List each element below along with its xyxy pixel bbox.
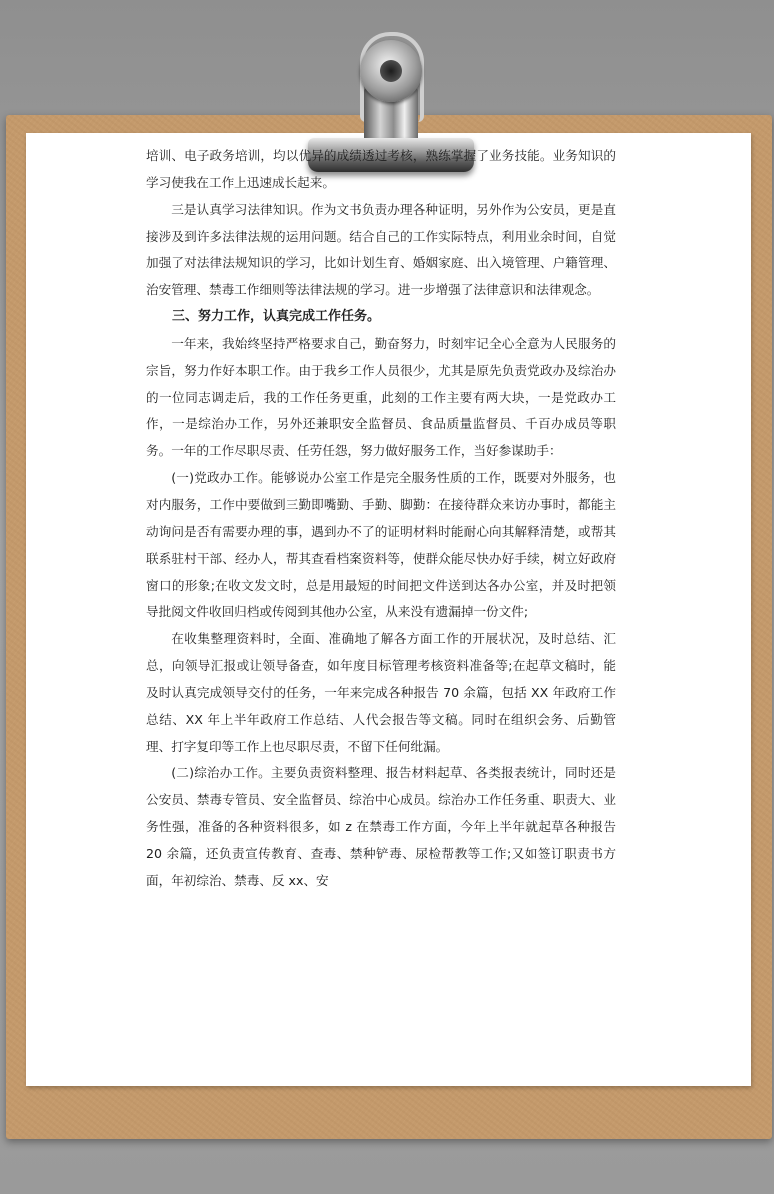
paragraph: 三是认真学习法律知识。作为文书负责办理各种证明，另外作为公安员，更是直接涉及到许多法律法规的运用问题。结合自己的工作实际特点，利用业余时间，自觉加强了对法律法规知识的学习，比如计划生育、婚姻家庭、出入境管理、户籍管理、治安管理、禁毒工作细则等法律法规的学习。进一步增强了法律意识和法律观念。 (146, 201, 616, 298)
paragraph: 在收集整理资料时，全面、准确地了解各方面工作的开展状况，及时总结、汇总，向领导汇报或让领导备查，如年度目标管理考核资料准备等;在起草文稿时，能及时认真完成领导交付的任务，一年来完成各种报告 70 余篇，包括 XX 年政府工作总结、XX 年上半年政府工作总结、人代会报告等文稿。同时在组织会务、后勤管理、打字复印等工作上也尽职尽责，不留下任何纰漏。 (146, 631, 616, 754)
section-heading: 三、努力工作，认真完成工作任务。 (172, 309, 381, 325)
clip-hole (380, 60, 402, 82)
paragraph: (二)综治办工作。主要负责资料整理、报告材料起草、各类报表统计，同时还是公安员、禁毒专管员、安全监督员、综治中心成员。综治办工作任务重、职责大、业务性强，准备的各种资料很多，如 z 在禁毒工作方面，今年上半年就起草各种报告 20 余篇，还负责宣传教育、查毒、禁种铲毒、尿检帮教等工作;又如签订职责书方面，年初综治、禁毒、反 xx、安 (146, 765, 616, 888)
document-body (146, 143, 616, 895)
paragraph: 培训、电子政务培训，均以优异的成绩透过考核，熟练掌握了业务技能。业务知识的学习使我在工作上迅速成长起来。 (146, 148, 616, 190)
paragraph: (一)党政办工作。能够说办公室工作是完全服务性质的工作，既要对外服务，也对内服务，工作中要做到三勤即嘴勤、手勤、脚勤：在接待群众来访办事时，都能主动询问是否有需要办理的事，遇到办不了的证明材料时能耐心向其解释清楚，或帮其联系驻村干部、经办人，帮其查看档案资料等，使群众能尽快办好手续，树立好政府窗口的形象;在收文发文时，总是用最短的时间把文件送到达各办公室，并及时把领导批阅文件收回归档或传阅到其他办公室，从来没有遗漏掉一份文件; (146, 470, 616, 620)
paragraph: 一年来，我始终坚持严格要求自己，勤奋努力，时刻牢记全心全意为人民服务的宗旨，努力作好本职工作。由于我乡工作人员很少，尤其是原先负责党政办及综治办的一位同志调走后，我的工作任务更重，此刻的工作主要有两大块，一是党政办工作，一是综治办工作，另外还兼职安全监督员、食品质量监督员、千百办成员等职务。一年的工作尽职尽责、任劳任怨，努力做好服务工作，当好参谋助手： (146, 335, 616, 459)
